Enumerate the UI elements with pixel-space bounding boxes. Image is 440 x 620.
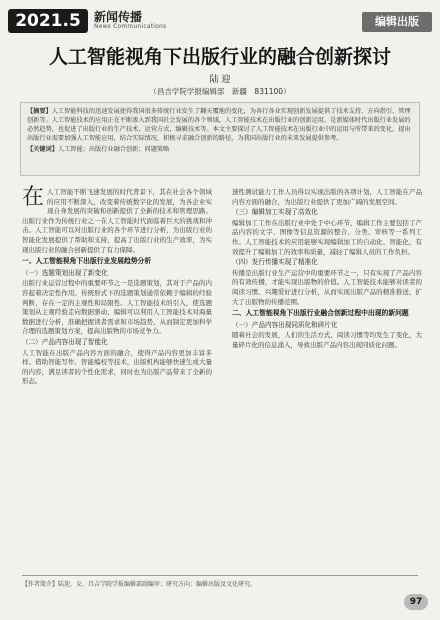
page-number: 97 xyxy=(404,594,428,610)
magazine-name: 新闻传播 xyxy=(94,10,143,24)
keywords-paragraph xyxy=(27,145,413,154)
section-tag: 编辑出版 xyxy=(362,12,432,32)
subsection-heading-2-1: （一）产品内容出现同质化和碎片化 xyxy=(232,320,338,329)
right-column xyxy=(232,188,422,352)
paragraph-3: 编辑加工工作在出版行业中处于中心环节，编辑工作主要包括了产品内容的文字、图像等信息资源的整合、分类、审核等一系列工作。人工智能技术的应用能够实现编辑加工的自动化、智能化，有效提升了编辑加工的效率和质量，减轻了编辑人员的工作负担。 xyxy=(232,218,422,256)
abstract-paragraph xyxy=(27,107,413,143)
author-note: 【作者简介】陆迎，女，昌吉学院学报编辑部副编审；研究方向：编辑出版及文化研究。 xyxy=(22,575,418,588)
keywords-label: 【关键词】 xyxy=(27,146,58,154)
abstract-text: 人工智能科技的迅速发展使得我国很多传统行业发生了翻天覆地的变化，为各行各业实现创新发展提供了技术支持、方向指引、管理创新等。人工智能技术的应用正在不断渗入到我国社会发展的各个领域。人工智能技术在出版行业的创新运用，是新媒体时代出版行业发展的必然趋势，也促进了出版行业的生产技术、运营方式、编辑技术等。本文主要探讨了人工智能技术在出版行业中的运用与所带来的变化，提出出版行业需要加强人工智能应用，结合实际情况，积极寻求融合创新的路径，为我国出版行业的未来发展提供参考。 xyxy=(27,108,411,143)
paragraph-5: 随着社会的发展，人们的生活方式、阅读习惯等均发生了变化，大量碎片化的信息涌入，导致出版产品内容出现同质化问题。 xyxy=(232,331,422,349)
paragraph-1: 出版行业运营过程中的重要环节之一是选题策划，其对于产品的内容起着决定性作用。传统形式下的选题策划通常依赖于编辑的经验判断，存在一定的主观性和局限性。人工智能技术的引入，使选题策划从主观经验走向数据驱动，编辑可以利用人工智能技术对海量数据进行分析，准确把握读者需求和市场趋势，从而制定更加科学合理的选题策划方案，提高出版物的市场竞争力。 xyxy=(22,279,212,336)
section-heading-1: 一、人工智能视角下出版行业发展趋势分析 xyxy=(22,257,152,266)
article-author: 陆 迎 xyxy=(209,75,231,85)
page-header xyxy=(0,0,440,38)
paragraph-0: 速性测试能力工作人员得以实现出版的各项计划，人工智能在产品内容方面的融合，为出版行业提供了更加广阔的发展空间。 xyxy=(232,188,422,206)
magazine-name-en: News Communications xyxy=(94,23,167,30)
intro-text: 人工智能不断飞速发展的时代背景下，其在社会各个领域的应用不断深入，改变着传统数字化的发展，为各企业实现自身发展的突破和创新提供了全新的技术和管理思路。出版行业作为传统行业之一在人工智能时代面临着巨大的挑战和冲击。人工智能可以对出版行业的各个环节进行分析，为出版行业的智能化发展提供了帮助和支持，提高了出版行业的生产效率，为实现出版行业的融合创新提供了有力保障。 xyxy=(22,188,212,254)
abstract-box xyxy=(20,102,420,176)
subsection-heading-1-2: （二）产品内容出现了智能化 xyxy=(22,337,108,346)
article-title: 人工智能视角下出版行业的融合创新探讨 xyxy=(48,46,391,68)
left-column xyxy=(22,185,212,388)
paragraph-4: 传播是出版行业生产运营中的重要环节之一，只有实现了产品内容的有效传播，才能实现出版物的价值。人工智能技术能够对读者的阅读习惯、兴趣爱好进行分析，从而实现出版产品的精准推送，扩大了出版物的传播范围。 xyxy=(232,268,422,306)
subsection-heading-1-4: （四）发行传播实现了精准化 xyxy=(232,258,318,267)
dropcap: 在 xyxy=(22,185,45,210)
section-heading-2: 二、人工智能视角下出版行业融合创新过程中出现的新问题 xyxy=(232,309,409,318)
keywords-text: 人工智能；出版行业融合创新；问题策略 xyxy=(57,146,170,154)
subsection-heading-1-1: （一）选题策划出现了新变化 xyxy=(22,268,108,277)
subsection-heading-1-3: （三）编辑加工实现了高效化 xyxy=(232,208,318,217)
abstract-label: 【摘要】 xyxy=(27,108,52,115)
year-issue-badge: 2021.5 xyxy=(8,9,88,33)
paragraph-2: 人工智能在出版产品内容方面的融合，使得产品内容更加丰富多样。借助智能写作、智能编校等技术，出版机构能够快速生成大量的内容，满足读者的个性化需求，同时也为出版产品带来了全新的形态。 xyxy=(22,348,212,386)
article-affiliation: （昌吉学院学报编辑部 新疆 831100） xyxy=(149,87,291,96)
intro-paragraph xyxy=(22,185,212,255)
